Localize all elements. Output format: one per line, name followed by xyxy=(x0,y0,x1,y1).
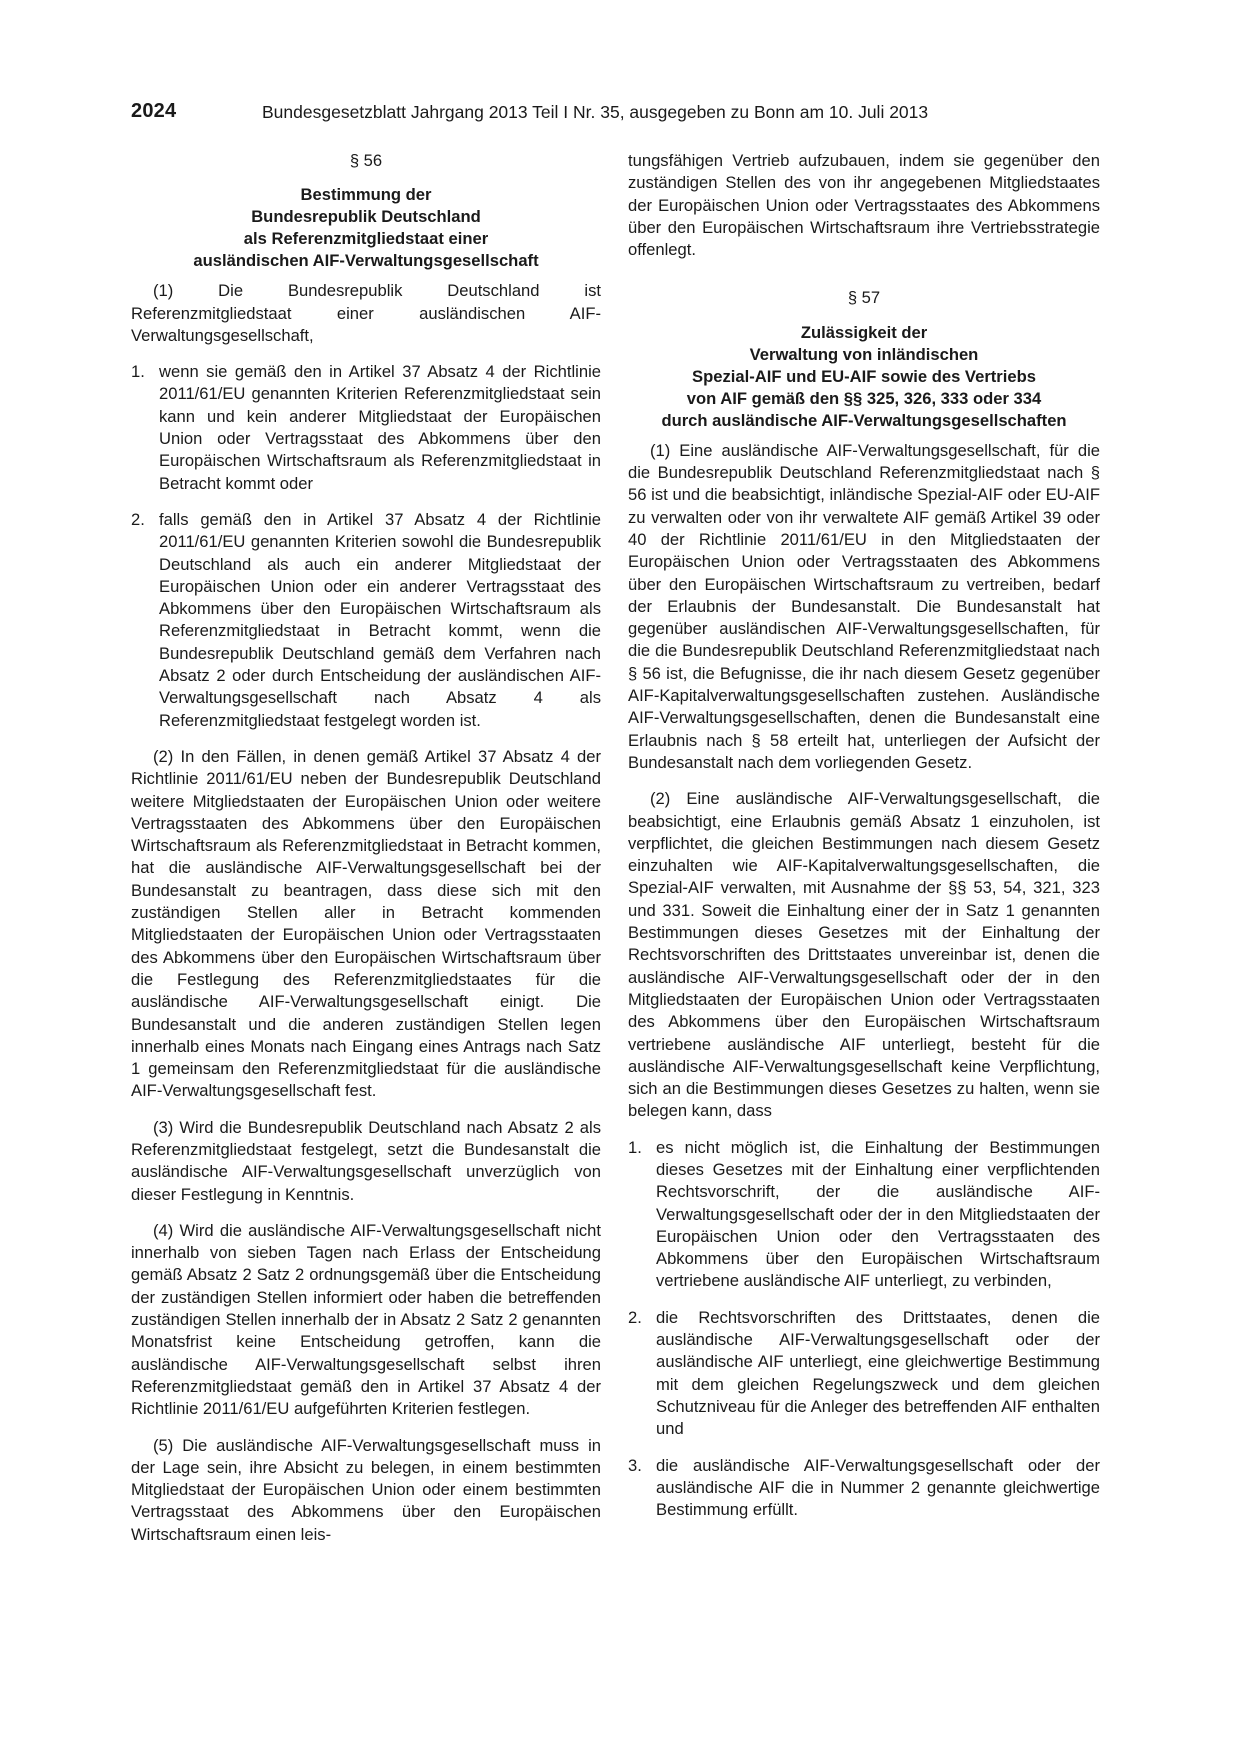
list-item xyxy=(628,1137,1100,1293)
page-number: 2024 xyxy=(131,100,177,122)
list-text: die ausländische AIF-Verwaltungsgesellschaft oder der ausländische AIF die in Nummer 2 genannte gleichwertige Bestimmung erfüllt. xyxy=(656,1455,1100,1520)
list-text: die Rechtsvorschriften des Drittstaates, denen die ausländische AIF-Verwaltungsgesellschaft oder der ausländische AIF unterliegt, eine gleichwertige Bestimmung mit dem gleichen Regelungszweck und dem gleichen Schutzniveau für die Anleger des betreffenden AIF enthalten und xyxy=(656,1307,1100,1439)
s56-para-4: (4) Wird die ausländische AIF-Verwaltungsgesellschaft nicht innerhalb von sieben Tagen nach Erlass der Entscheidung gemäß Absatz 2 Satz 2 ordnungsgemäß über die Entscheidung der zuständigen Stellen informiert oder haben die betreffenden zuständigen Stellen innerhalb der in Absatz 2 Satz 2 genannten Monatsfrist keine Entscheidung getroffen, kann die ausländische AIF-Verwaltungsgesellschaft selbst ihren Referenzmitgliedstaat gemäß den in Artikel 37 Absatz 4 der Richtlinie 2011/61/EU aufgeführten Kriterien festlegen. xyxy=(131,1220,601,1419)
list-item xyxy=(628,1455,1100,1522)
s56-para-3: (3) Wird die Bundesrepublik Deutschland nach Absatz 2 als Referenzmitgliedstaat festgelegt, setzt die Bundesanstalt die ausländische AIF-Verwaltungsgesellschaft unverzüglich von dieser Festlegung in Kenntnis. xyxy=(131,1117,601,1204)
left-column xyxy=(131,150,601,1546)
section-56-title-line: als Referenzmitgliedstaat einer xyxy=(243,229,489,249)
section-57-title-line: Spezial-AIF und EU-AIF sowie des Vertriebs xyxy=(692,366,1036,386)
section-57-title xyxy=(628,322,1100,432)
section-56-title-line: Bundesrepublik Deutschland xyxy=(251,207,481,227)
s56-para-5: (5) Die ausländische AIF-Verwaltungsgesellschaft muss in der Lage sein, ihre Absicht zu belegen, in einem bestimmten Mitgliedstaat der Europäischen Union oder einem bestimmten Vertragsstaat des Abkommens über den Europäischen Wirtschaftsraum einen leis- xyxy=(131,1435,601,1544)
section-56-title xyxy=(131,184,601,272)
list-text: falls gemäß den in Artikel 37 Absatz 4 der Richtlinie 2011/61/EU genannten Kriterien sowohl die Bundesrepublik Deutschland als auch ein anderer Mitgliedstaat der Europäischen Union oder ein anderer Vertragsstaat des Abkommens über den Europäischen Wirtschaftsraum als Referenzmitgliedstaat in Betracht kommt, wenn die Bundesrepublik Deutschland gemäß dem Verfahren nach Absatz 2 oder durch Entscheidung der ausländischen AIF-Verwaltungsgesellschaft nach Absatz 4 als Referenzmitgliedstaat festgelegt worden ist. xyxy=(159,509,601,730)
right-column xyxy=(628,150,1100,1521)
list-number: 1. xyxy=(628,1137,642,1157)
section-57-title-line: Verwaltung von inländischen xyxy=(749,344,979,364)
list-number: 2. xyxy=(131,509,145,529)
s57-para-1: (1) Eine ausländische AIF-Verwaltungsgesellschaft, für die die Bundesrepublik Deutschland Referenzmitgliedstaat nach § 56 ist und die beabsichtigt, inländische Spezial-AIF oder EU-AIF zu verwalten oder von ihr verwaltete AIF gemäß Artikel 39 oder 40 der Richtlinie 2011/61/EU in den Mitgliedstaaten der Europäischen Union oder Vertragsstaaten des Abkommens über den Europäischen Wirtschaftsraum zu vertreiben, bedarf der Erlaubnis der Bundesanstalt. Die Bundesanstalt hat gegenüber ausländischen AIF-Verwaltungsgesellschaften, für die die Bundesrepublik Deutschland Referenzmitgliedstaat nach § 56 ist, die Befugnisse, die ihr nach diesem Gesetz gegenüber AIF-Kapitalverwaltungsgesellschaften zustehen. Ausländische AIF-Verwaltungsgesellschaften, denen die Bundesanstalt eine Erlaubnis nach § 58 erteilt hat, unterliegen der Aufsicht der Bundesanstalt nach dem vorliegenden Gesetz. xyxy=(628,440,1100,772)
list-text: es nicht möglich ist, die Einhaltung der Bestimmungen dieses Gesetzes mit der Einhaltung einer verpflichtenden Rechtsvorschrift, der die ausländische AIF-Verwaltungsgesellschaft oder der in den Mitgliedstaaten der Europäischen Union oder den Vertragsstaaten des Abkommens über den Europäischen Wirtschaftsraum vertriebene ausländische AIF unterliegt, zu verbinden, xyxy=(656,1137,1100,1291)
list-text: wenn sie gemäß den in Artikel 37 Absatz 4 der Richtlinie 2011/61/EU genannten Kriterien Referenzmitgliedstaat sein kann und kein anderer Mitgliedstaat der Europäischen Union oder Vertragsstaat des Abkommens über den Europäischen Wirtschaftsraum als Referenzmitgliedstaat in Betracht kommt oder xyxy=(159,362,601,493)
list-number: 1. xyxy=(131,362,145,382)
s57-para-2: (2) Eine ausländische AIF-Verwaltungsgesellschaft, die beabsichtigt, eine Erlaubnis gemäß Absatz 1 einzuholen, ist verpflichtet, die gleichen Bestimmungen nach diesem Gesetz einzuhalten wie AIF-Kapitalverwaltungsgesellschaften, die Spezial-AIF verwalten, mit Ausnahme der §§ 53, 54, 321, 323 und 331. Soweit die Einhaltung einer der in Satz 1 genannten Bestimmungen dieses Gesetzes mit der Einhaltung der Rechtsvorschriften des Drittstaates unvereinbar ist, denen die ausländische AIF-Verwaltungsgesellschaft oder der in den Mitgliedstaaten der Europäischen Union oder Vertragsstaaten des Abkommens über den Europäischen Wirtschaftsraum vertriebene ausländische AIF unterliegt, besteht für die ausländische AIF-Verwaltungsgesellschaft keine Verpflichtung, sich an die Bestimmungen dieses Gesetzes zu halten, wenn sie belegen kann, dass xyxy=(628,789,1100,1121)
s56-para-2: (2) In den Fällen, in denen gemäß Artikel 37 Absatz 4 der Richtlinie 2011/61/EU neben der Bundesrepublik Deutschland weitere Mitgliedstaaten der Europäischen Union oder weitere Vertragsstaaten des Abkommens über den Europäischen Wirtschaftsraum als Referenzmitgliedstaat in Betracht kommen, hat die ausländische AIF-Verwaltungsgesellschaft bei der Bundesanstalt zu beantragen, dass diese sich mit den zuständigen Stellen aller in Betracht kommenden Mitgliedstaaten der Europäischen Union oder Vertragsstaaten des Abkommens über den Europäischen Wirtschaftsraum über die Festlegung des Referenzmitgliedstaates für die ausländische AIF-Verwaltungsgesellschaft einigt. Die Bundesanstalt und die anderen zuständigen Stellen legen innerhalb eines Monats nach Eingang eines Antrags nach Satz 1 gemeinsam den Referenzmitgliedstaat für die ausländische AIF-Verwaltungsgesellschaft fest. xyxy=(131,746,601,1101)
section-57-number: § 57 xyxy=(847,288,881,308)
section-56-number: § 56 xyxy=(349,151,383,170)
s56-para-5-continued: tungsfähigen Vertrieb aufzubauen, indem sie gegenüber den zuständigen Stellen des von ihr angegebenen Mitgliedstaates der Europäischen Union oder Vertragsstaates des Abkommens über den Europäischen Wirtschaftsraum ihre Vertriebsstrategie offenlegt. xyxy=(628,151,1100,260)
list-item xyxy=(628,1307,1100,1441)
section-57-title-line: von AIF gemäß den §§ 325, 326, 333 oder 334 xyxy=(686,388,1042,408)
s56-para-1-intro: (1) Die Bundesrepublik Deutschland ist Referenzmitgliedstaat einer ausländischen AIF-Verwaltungsgesellschaft, xyxy=(131,281,601,345)
running-head: Bundesgesetzblatt Jahrgang 2013 Teil I Nr. 35, ausgegeben zu Bonn am 10. Juli 2013 xyxy=(262,102,929,122)
list-number: 2. xyxy=(628,1307,642,1327)
section-57-title-line: durch ausländische AIF-Verwaltungsgesellschaften xyxy=(661,410,1067,430)
section-56-title-line: Bestimmung der xyxy=(300,185,432,205)
list-number: 3. xyxy=(628,1455,642,1475)
section-56-title-line: ausländischen AIF-Verwaltungsgesellschaft xyxy=(193,251,539,271)
list-item xyxy=(131,361,601,495)
list-item xyxy=(131,509,601,732)
section-57-title-line: Zulässigkeit der xyxy=(800,322,928,342)
